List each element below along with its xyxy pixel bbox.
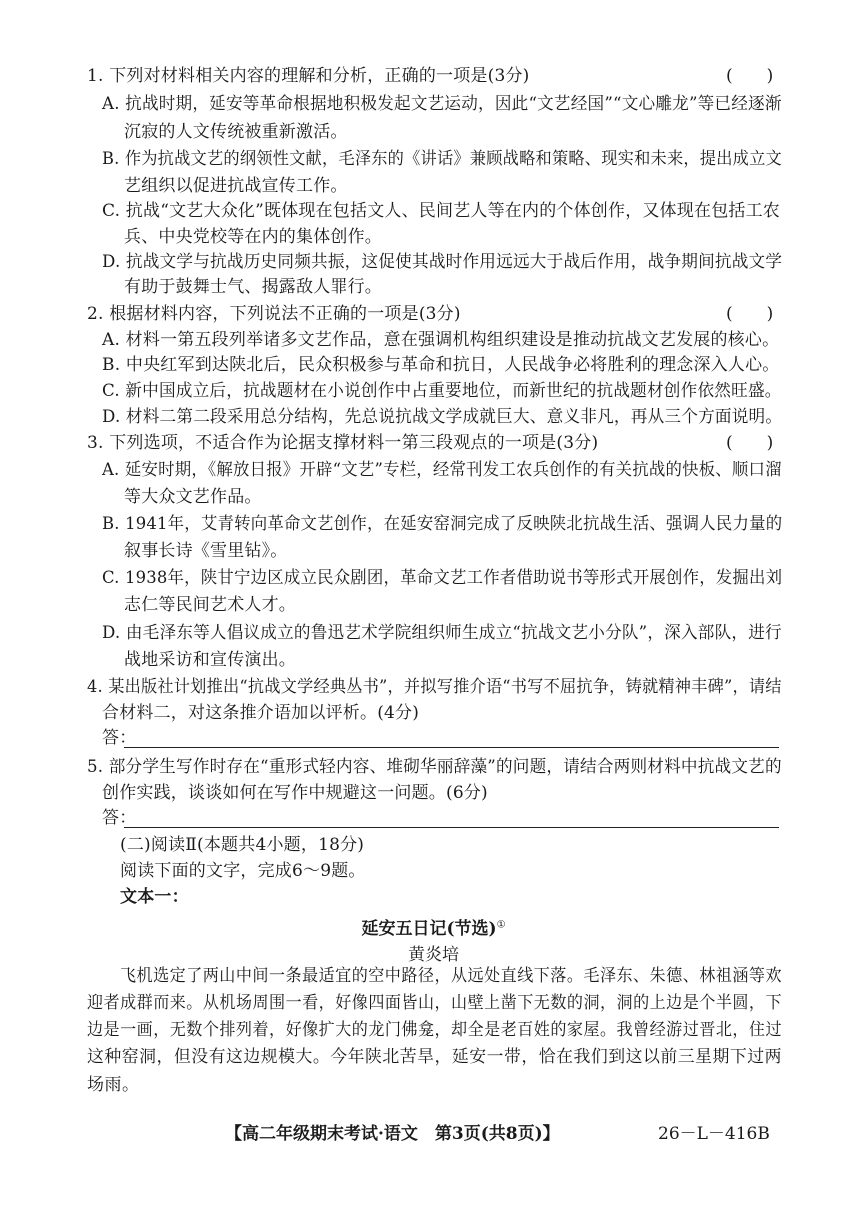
q2-stem: 2. 根据材料内容，下列说法不正确的一项是(3分) <box>87 304 461 324</box>
q1-option-a-line1: A. 抗战时期，延安等革命根据地积极发起文艺运动，因此“文艺经国”“文心雕龙”等已经逐渐 <box>102 94 782 114</box>
q2-option-b: B. 中央红军到达陕北后，民众积极参与革命和抗日，人民战争必将胜利的理念深入人心。 <box>102 355 780 375</box>
q1-option-d-line1: D. 抗战文学与抗战历史同频共振，这促使其战时作用远远大于战后作用，战争期间抗战文学 <box>102 252 783 272</box>
q4-answer-label: 答： <box>102 728 137 748</box>
q5-stem-line1: 5. 部分学生写作时存在“重形式轻内容、堆砌华丽辞藻”的问题，请结合两则材料中抗战文艺的 <box>87 757 782 777</box>
q3-option-a-line1: A. 延安时期，《解放日报》开辟“文艺”专栏，经常刊发工农兵创作的有关抗战的快板、顺口溜 <box>102 460 782 480</box>
q3-stem: 3. 下列选项，不适合作为论据支撑材料一第三段观点的一项是(3分) <box>87 433 599 453</box>
q5-answer-line[interactable] <box>124 827 779 828</box>
article-line-4: 这种窑洞，但没有这边规模大。今年陕北苦旱，延安一带，恰在我们到这以前三星期下过两 <box>87 1047 783 1067</box>
article-line-2: 迎者成群而来。从机场周围一看，好像四面皆山，山壁上凿下无数的洞，洞的上边是个半圆，下 <box>87 993 783 1013</box>
q3-option-b-line2: 叙事长诗《雪里钻》。 <box>124 541 288 561</box>
q3-answer-paren: ( ) <box>726 433 774 453</box>
article-author: 黄炎培 <box>408 945 459 965</box>
q3-option-c-line2: 志仁等民间艺术人才。 <box>124 595 296 615</box>
q3-option-d-line1: D. 由毛泽东等人倡议成立的鲁迅艺术学院组织师生成立“抗战文艺小分队”，深入部队，进行 <box>102 623 782 643</box>
q2-answer-paren: ( ) <box>726 304 774 324</box>
q1-option-c-line1: C. 抗战“文艺大众化”既体现在包括文人、民间艺人等在内的个体创作，又体现在包括工农 <box>102 201 780 221</box>
q1-option-c-line2: 兵、中央党校等在内的集体创作。 <box>124 227 382 247</box>
q2-option-a: A. 材料一第五段列举诸多文艺作品，意在强调机构组织建设是推动抗战文艺发展的核心。 <box>102 330 780 350</box>
q5-answer-label: 答： <box>102 808 137 828</box>
article-line-3: 边是一画，无数个排列着，好像扩大的龙门佛龛，却全是老百姓的家屋。我曾经游过晋北，住过 <box>87 1020 783 1040</box>
text-one-label: 文本一： <box>120 887 189 907</box>
q1-option-d-line2: 有助于鼓舞士气、揭露敌人罪行。 <box>124 277 382 297</box>
q3-option-a-line2: 等大众文艺作品。 <box>124 487 262 507</box>
footer-code: 26－L－416B <box>658 1124 770 1144</box>
article-line-1: 飞机选定了两山中间一条最适宜的空中路径，从远处直线下落。毛泽东、朱德、林祖涵等欢 <box>120 966 782 986</box>
article-title-text: 延安五日记(节选) <box>361 919 497 939</box>
section2-heading: (二)阅读Ⅱ(本题共4小题，18分) <box>120 835 365 855</box>
q4-answer-line[interactable] <box>124 747 779 748</box>
footer-exam-info: 【高二年级期末考试·语文 第3页(共8页)】 <box>225 1124 560 1144</box>
q1-option-b-line1: B. 作为抗战文艺的纲领性文献，毛泽东的《讲话》兼顾战略和策略、现实和未来，提出成立文 <box>102 149 782 169</box>
section2-instruction: 阅读下面的文字，完成6～9题。 <box>120 861 366 881</box>
q1-stem: 1. 下列对材料相关内容的理解和分析，正确的一项是(3分) <box>87 66 530 86</box>
article-title <box>0 914 867 939</box>
article-line-5: 场雨。 <box>87 1075 140 1095</box>
q1-option-a-line2: 沉寂的人文传统被重新激活。 <box>124 122 348 142</box>
q4-stem-line2: 合材料二，对这条推介语加以评析。(4分) <box>102 703 420 723</box>
q3-option-d-line2: 战地采访和宣传演出。 <box>124 650 296 670</box>
q1-answer-paren: ( ) <box>726 66 774 86</box>
q3-option-b-line1: B. 1941年，艾青转向革命文艺创作，在延安窑洞完成了反映陕北抗战生活、强调人民力量的 <box>102 514 783 534</box>
article-footnote-mark: ① <box>496 919 506 931</box>
q2-option-d: D. 材料二第二段采用总分结构，先总说抗战文学成就巨大、意义非凡，再从三个方面说明。 <box>102 407 783 427</box>
q4-stem-line1: 4. 某出版社计划推出“抗战文学经典丛书”，并拟写推介语“书写不屈抗争，铸就精神丰碑”，请结 <box>87 677 782 697</box>
q5-stem-line2: 创作实践，谈谈如何在写作中规避这一问题。(6分) <box>102 783 488 803</box>
q3-option-c-line1: C. 1938年，陕甘宁边区成立民众剧团，革命文艺工作者借助说书等形式开展创作，发掘出刘 <box>102 568 783 588</box>
q2-option-c: C. 新中国成立后，抗战题材在小说创作中占重要地位，而新世纪的抗战题材创作依然旺盛。 <box>102 381 782 401</box>
q1-option-b-line2: 艺组织以促进抗战宣传工作。 <box>124 176 348 196</box>
